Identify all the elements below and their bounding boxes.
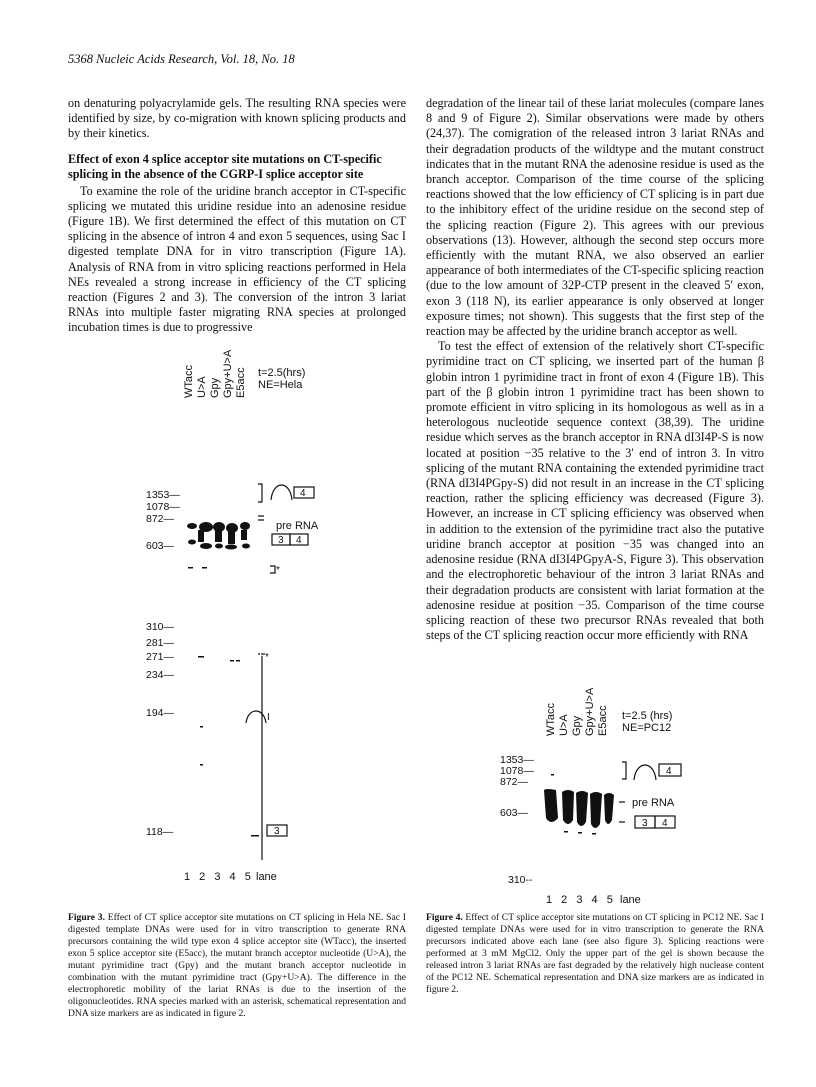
fig3-lane-label-4: Gpy+U>A [222,349,234,398]
fig3-exon3-label: 3 [278,535,284,546]
fig4-lane-word: lane [620,894,641,906]
fig4-condition-ne: NE=PC12 [622,722,672,734]
fig3-marker-603: 603— [146,540,175,552]
fig4-annotations [619,762,681,828]
fig3-marker-281: 281— [146,637,175,649]
right-paragraph-2: To test the effect of extension of the relatively short CT-specific pyrimidine tract on CT splicing, we inserted part of the human β globin intron 1 pyrimidine tract in front of exon 4 (Figure 1B). This part of the β globin intron 1 pyrimidine tract has been shown to promote efficient in vitro splicing in its homologous as well as in a heterologous nucleotide sequence context (38,39). The uridine residue which serves as the branch acceptor in RNA dI3I4P-S is now located at position −35 relative to the 3′ end of intron 3. In vitro splicing of the mutant RNA containing the extended pyrimidine tract (RNA dI3I4PGpy-S) did not result in an increase in the CT splicing reaction, rather the splicing efficiency was decreased (Figure 3). However, an increase in CT splicing efficiency was observed when in addition to the extension of the pyrimidine tract also the putative uridine branch acceptor at position −35 was changed into an adenosine residue (RNA dI3I4PGpyA-S, Figure 3). This observation and the electrophoretic behaviour of the intron 3 lariat RNAs and their degradation products are consistent with lariat formation at the adenosine residue at position −35. Comparison of the time course splicing reaction of these two precursor RNAs revealed that both steps of the CT splicing reaction occur more efficiently with RNA [426,339,764,643]
figure-3-gel [68,349,406,890]
fig4-exon3-label: 3 [642,818,648,829]
fig4-lane-label-1: WTacc [545,703,557,736]
fig3-lane-label-5: E5acc [235,367,247,398]
fig4-gel-bands [544,774,614,835]
figure-3-caption [68,912,406,1020]
fig3-condition-ne: NE=Hela [258,379,303,391]
figure-4-caption-text: Effect of CT splice acceptor site mutations on CT splicing in PC12 NE. Sac I digested template DNAs were used for in vitro transcription to generate the RNA precursors indicated above each lane (see also figure 3). Splicing reactions were performed at 3 mM MgCl2. Only the upper part of the gel is shown because the released intron 3 lariat RNAs are fast degraded by the relatively high nuclease content of the PC12 NE. Schematical representation and DNA size markers are as indicated in figure 2. [426,912,764,995]
left-paragraph-2: To examine the role of the uridine branch acceptor in CT-specific splicing we mutated this uridine residue into an adenosine residue (Figure 1B). We first determined the effect of this mutation on CT splicing in the absence of intron 4 and exon 5 sequences, using Sac I digested template DNA for in vitro transcription (Figure 1A). Analysis of RNA from in vitro splicing reactions performed in Hela NEs revealed a strong increase in efficiency of the CT splicing reaction (Figures 2 and 3). The conversion of the intron 3 lariat RNAs into multiple faster migrating RNA species at prolonged incubation times is due to progressive [68,183,406,335]
fig3-lane-word: lane [256,871,277,883]
fig4-condition-t: t=2.5 (hrs) [622,710,673,722]
fig3-marker-234: 234— [146,669,175,681]
fig4-lane-label-3: Gpy [571,715,583,736]
right-column [426,96,764,643]
figure-4-gel [426,678,764,908]
fig4-marker-310: 310-- [508,874,533,886]
figure-3-caption-title: Figure 3. [68,912,105,923]
fig4-pre-rna-label: pre RNA [632,797,675,809]
fig3-exon4-label-b: 4 [296,535,302,546]
figure-3-caption-text: Effect of CT splice acceptor site mutations on CT splicing in Hela NE. Sac I digested template DNAs were used for in vitro transcription to generate RNA precursors containing the wild type exon 4 splice acceptor site (WTacc), the inserted exon 5 splice acceptor site (E5acc), the mutant branch acceptor nucleotide (U>A), the mutant pyrimidine tract (Gpy) and the mutant branch acceptor nucleotide in combination with the mutant pyrimidine tract (Gpy+U>A). The difference in the electrophoretic mobility of the lariat RNAs is due to the insertion of the oligonucleotides. RNA species marked with an asterisk, schematical representation and DNA size markers are as indicated in figure 2. [68,912,406,1019]
fig3-marker-1353: 1353— [146,489,180,501]
fig4-lane-numbers: 1 2 3 4 5 [546,894,616,906]
fig4-lane-label-2: U>A [558,714,570,736]
right-paragraph-1: degradation of the linear tail of these lariat molecules (compare lanes 8 and 9 of Figure 2). Similar observations were made by others (24,37). The comigration of the released intron 3 lariat RNAs and their degradation products of the wildtype and the mutant construct indicates that in the mutant RNA the adenosine residue is used as the branch acceptor. Comparison of the time course of the splicing reactions showed that the low efficiency of CT splicing is in part due to the inhibitory effect of the uridine residue on the second step of the splicing reaction (Figure 2). This agrees with our previous observations (13). However, although the second step occurs more efficiently with the mutant RNA, we also observed an earlier appearance of both intermediates of the CT-specific splicing reaction (due to the low amount of 32P-CTP present in the cleaved 5′ exon, exon 3 (118 N), its earlier appearance is only observed at longer exposure times; not shown). This suggests that the first step of the reaction may be affected by the uridine branch acceptor as well. [426,96,764,339]
left-column [68,96,406,336]
fig3-asterisk-2: * [265,652,269,663]
fig4-lane-label-4: Gpy+U>A [584,687,596,736]
fig4-lane-label-5: E5acc [597,705,609,736]
fig3-lane-numbers: 1 2 3 4 5 [184,871,254,883]
page-header: 5368 Nucleic Acids Research, Vol. 18, No. 18 [68,52,295,66]
fig3-asterisk-1: * [276,565,280,576]
fig3-marker-1078: 1078— [146,501,180,513]
left-paragraph-1: on denaturing polyacrylamide gels. The resulting RNA species were identified by size, by co-migration with known splicing products and by their kinetics. [68,96,406,141]
fig3-marker-872: 872— [146,513,175,525]
fig3-lane-label-2: U>A [196,376,208,398]
fig3-condition-t: t=2.5(hrs) [258,367,306,379]
fig3-marker-118: 118— [146,826,174,838]
figure-4-caption [426,912,764,996]
fig3-marker-310: 310— [146,621,175,633]
fig3-gel-bands [187,522,259,837]
fig3-lane-label-1: WTacc [183,365,195,398]
fig4-exon4-label: 4 [666,766,672,777]
fig3-lane-label-3: Gpy [209,377,221,398]
fig3-marker-271: 271— [146,651,175,663]
fig4-marker-603: 603— [500,807,529,819]
section-heading: Effect of exon 4 splice acceptor site mutations on CT-specific splicing in the absence of the CGRP-I splice acceptor site [68,151,382,181]
fig4-marker-1078: 1078— [500,765,534,777]
fig3-exon3-label-b: 3 [274,826,280,837]
fig4-marker-1353: 1353— [500,754,534,766]
fig3-marker-194: 194— [146,707,175,719]
fig3-exon4-label: 4 [300,488,306,499]
fig3-pre-rna-label: pre RNA [276,520,319,532]
fig4-marker-872: 872— [500,776,529,788]
fig3-lariat-label: I [267,712,270,723]
fig4-exon4-label-b: 4 [662,818,668,829]
figure-4-caption-title: Figure 4. [426,912,463,923]
